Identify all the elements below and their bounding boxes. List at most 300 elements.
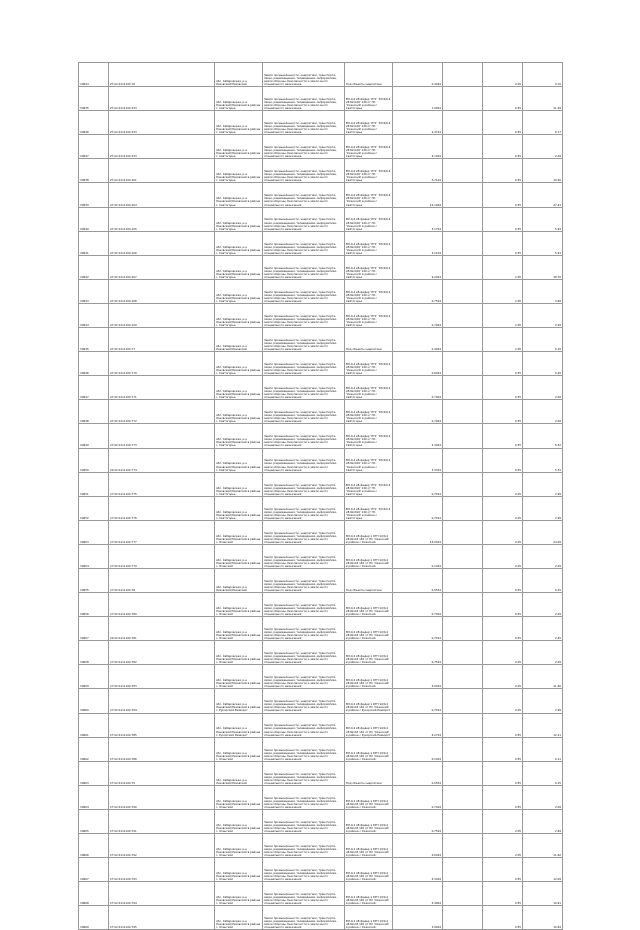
table-row [79,328,563,352]
total-cell: 0,11 [523,737,563,761]
location-cell: обл. Хабаровская, р-н Лазовский/Лазовский [215,568,263,592]
value-1-cell [443,665,483,689]
area-cell: 0,7024 [393,303,443,327]
permitted-use-cell: ВЛ-0,4 кВ фидер 'ЛТ1' 'КЭ 6/0,4 кВ №1416' 140 от ПС 'Оханский' в районе с Святогорье [345,159,393,183]
land-category-cell: Земли промышленности, энергетики, транспорта, связи, радиовещания, телевидения, информатики, земли обороны, безопасности и земли иного специального назначения [263,617,345,641]
area-cell: 0,7524 [393,279,443,303]
location-cell: обл. Хабаровская, р-н Лазовский/Лазовский в районе с. Рукорский Разворот [215,689,263,713]
table-row [79,87,563,111]
cadastral-number-cell: 27:02:0111104:791 [109,809,215,833]
row-id-cell: V0663 [79,761,109,785]
area-cell: 3,1104 [393,231,443,255]
table-row [79,111,563,135]
location-cell: обл. Хабаровская, р-н Лазовский/Лазовский в районе с. Оханский [215,809,263,833]
rate-cell: 0,55 [483,207,523,231]
area-cell: 0,7024 [393,400,443,424]
area-cell: 0,7524 [393,641,443,665]
land-category-cell: Земли промышленности, энергетики, транспорта, связи, радиовещания, телевидения, информатики, земли обороны, безопасности и земли иного специального назначения [263,159,345,183]
row-id-cell: V0649 [79,424,109,448]
permitted-use-cell: ВЛ-0,4 кВ фидер 1 КТП 10/0,4 кВ №143 140 от ПС 'Оханский' в районе с Рукорский Разворот [345,713,393,737]
cadastral-number-cell: 27:02:0111104:777 [109,520,215,544]
location-cell: обл. Хабаровская, р-н Лазовский/Лазовский в районе с. Святогорье [215,87,263,111]
rate-cell: 0,55 [483,568,523,592]
location-cell: обл. Хабаровская, р-н Лазовский/Лазовский в районе с. Святогорье [215,496,263,520]
table-row [79,689,563,713]
permitted-use-cell: ВЛ-0,4 кВ фидер 'ЛТ1' 'КЭ 6/0,4 кВ №1416' 140 от ПС 'Оханский' в районе с Святогорье [345,207,393,231]
area-cell: 2,3724 [393,111,443,135]
rate-cell: 2,05 [483,255,523,279]
rate-cell: 2,05 [483,472,523,496]
land-plots-table [78,62,563,930]
table-row [79,593,563,617]
location-cell: обл. Хабаровская, р-н Лазовский/Лазовский в районе с. Святогорье [215,279,263,303]
table-row [79,496,563,520]
total-cell: 2,09 [523,135,563,159]
row-id-cell: V0648 [79,400,109,424]
land-category-cell: Земли промышленности, энергетики, транспорта, связи, радиовещания, телевидения, информатики, земли обороны, безопасности и земли иного специального назначения [263,279,345,303]
location-cell: обл. Хабаровская, р-н Лазовский/Лазовский в районе с. Святогорье [215,352,263,376]
value-1-cell [443,641,483,665]
area-cell: 4,2724 [393,713,443,737]
row-id-cell: V0655 [79,568,109,592]
area-cell: 5,7104 [393,159,443,183]
land-category-cell: Земли промышленности, энергетики, транспорта, связи, радиовещания, телевидения, информатики, земли обороны, безопасности и земли иного специального назначения [263,303,345,327]
area-cell: 0,7024 [393,472,443,496]
area-cell: 3,3324 [393,448,443,472]
cadastral-number-cell: 27:02:0111104:779 [109,544,215,568]
land-category-cell: Земли промышленности, энергетики, транспорта, связи, радиовещания, телевидения, информатики, земли обороны, безопасности и земли иного специального назначения [263,858,345,882]
rate-cell: 0,55 [483,593,523,617]
value-1-cell [443,183,483,207]
location-cell: обл. Хабаровская, р-н Лазовский/Лазовский [215,328,263,352]
cadastral-number-cell: 27:02:0111104:333 [109,87,215,111]
table-row [79,568,563,592]
row-id-cell: V0669 [79,906,109,930]
cadastral-number-cell: 27:02:0111104:333 [109,135,215,159]
value-1-cell [443,520,483,544]
land-category-cell: Земли промышленности, энергетики, транспорта, связи, радиовещания, телевидения, информатики, земли обороны, безопасности и земли иного специального назначения [263,713,345,737]
row-id-cell: V0656 [79,593,109,617]
total-cell: 2,09 [523,593,563,617]
permitted-use-cell: Под объекты энергетики [345,568,393,592]
permitted-use-cell: ВЛ-0,4 кВ фидер 'ЛТ1' 'КЭ 6/0,4 кВ №1416' 140 от ПС 'Оханский' в районе с Святогорье [345,303,393,327]
row-id-cell: V0642 [79,255,109,279]
cadastral-number-cell: 27:02:0111104:772 [109,400,215,424]
table-row [79,665,563,689]
cadastral-number-cell: 27:02:0111104:783 [109,665,215,689]
row-id-cell: V0667 [79,858,109,882]
cadastral-number-cell: 27:02:0111104:78 [109,568,215,592]
permitted-use-cell: ВЛ-0,4 кВ фидер 'ЛТ1' 'КЭ 6/0,4 кВ №1416' 140 от ПС 'Оханский' в районе с Святогорье [345,87,393,111]
permitted-use-cell: ВЛ-0,4 кВ фидер 1 КТП 10/0,4 кВ №143 140 от ПС 'Оханский' в районе с Оханский [345,785,393,809]
row-id-cell: V0638 [79,159,109,183]
area-cell: 4,1004 [393,135,443,159]
row-id-cell: V0668 [79,882,109,906]
row-id-cell: V0659 [79,665,109,689]
total-cell: 5,31 [523,448,563,472]
location-cell: обл. Хабаровская, р-н Лазовский/Лазовский в районе с. Святогорье [215,472,263,496]
permitted-use-cell: ВЛ-0,4 кВ фидер 1 КТП 10/0,4 кВ №143 140 от ПС 'Оханский' в районе с Оханский [345,834,393,858]
total-cell: 0,15 [523,761,563,785]
land-category-cell: Земли промышленности, энергетики, транспорта, связи, радиовещания, телевидения, информатики, земли обороны, безопасности и земли иного специального назначения [263,135,345,159]
land-category-cell: Земли промышленности, энергетики, транспорта, связи, радиовещания, телевидения, информатики, земли обороны, безопасности и земли иного специального назначения [263,87,345,111]
value-1-cell [443,472,483,496]
rate-cell: 2,05 [483,834,523,858]
area-cell: 16,2024 [393,520,443,544]
row-id-cell: V0652 [79,496,109,520]
permitted-use-cell: ВЛ-0,4 кВ фидер 'ЛТ1' 'КЭ 6/0,4 кВ №1416' 140 от ПС 'Оханский' в районе с Святогорье [345,255,393,279]
land-category-cell: Земли промышленности, энергетики, транспорта, связи, радиовещания, телевидения, информатики, земли обороны, безопасности и земли иного специального назначения [263,496,345,520]
land-category-cell: Земли промышленности, энергетики, транспорта, связи, радиовещания, телевидения, информатики, земли обороны, безопасности и земли иного специального назначения [263,641,345,665]
land-category-cell: Земли промышленности, энергетики, транспорта, связи, радиовещания, телевидения, информатики, земли обороны, безопасности и земли иного специального назначения [263,207,345,231]
land-category-cell: Земли промышленности, энергетики, транспорта, связи, радиовещания, телевидения, информатики, земли обороны, безопасности и земли иного специального назначения [263,183,345,207]
total-cell: 2,09 [523,400,563,424]
permitted-use-cell: ВЛ-0,4 кВ фидер 1 КТП 10/0,4 кВ №143 140 от ПС 'Оханский' в районе с Оханский [345,593,393,617]
table-row [79,183,563,207]
total-cell: 6,77 [523,111,563,135]
area-cell: 15,1004 [393,183,443,207]
total-cell: 2,09 [523,785,563,809]
permitted-use-cell: ВЛ-0,4 кВ фидер 'ЛТ1' 'КЭ 6/0,4 кВ №1416' 140 от ПС 'Оханский' в районе с Святогорье [345,400,393,424]
table-row [79,809,563,833]
cadastral-number-cell: 27:02:0111104:109 [109,303,215,327]
row-id-cell: V0646 [79,352,109,376]
rate-cell: 2,05 [483,641,523,665]
total-cell: 36,70 [523,255,563,279]
area-cell: 0,7404 [393,376,443,400]
rate-cell: 2,05 [483,303,523,327]
total-cell: 12,11 [523,713,563,737]
rate-cell: 0,55 [483,761,523,785]
land-category-cell: Земли промышленности, энергетики, транспорта, связи, радиовещания, телевидения, информатики, земли обороны, безопасности и земли иного специального назначения [263,520,345,544]
table-row [79,520,563,544]
value-1-cell [443,352,483,376]
permitted-use-cell: ВЛ-0,4 кВ фидер 1 КТП 10/0,4 кВ №143 140 от ПС 'Оханский' в районе с Оханский [345,617,393,641]
location-cell: обл. Хабаровская, р-н Лазовский/Лазовский в районе с. Святогорье [215,183,263,207]
location-cell: обл. Хабаровская, р-н Лазовский/Лазовский в районе с. Святогорье [215,111,263,135]
area-cell: 0,0554 [393,568,443,592]
value-1-cell [443,448,483,472]
table-row [79,159,563,183]
location-cell: обл. Хабаровская, р-н Лазовский/Лазовский в районе с. Святогорье [215,135,263,159]
table-row [79,279,563,303]
land-category-cell: Земли промышленности, энергетики, транспорта, связи, радиовещания, телевидения, информатики, земли обороны, безопасности и земли иного специального назначения [263,376,345,400]
land-category-cell: Земли промышленности, энергетики, транспорта, связи, радиовещания, телевидения, информатики, земли обороны, безопасности и земли иного специального назначения [263,593,345,617]
location-cell: обл. Хабаровская, р-н Лазовский/Лазовский в районе с. Оханский [215,593,263,617]
land-category-cell: Земли промышленности, энергетики, транспорта, связи, радиовещания, телевидения, информатики, земли обороны, безопасности и земли иного специального назначения [263,882,345,906]
table-body [79,63,563,930]
table-row [79,448,563,472]
row-id-cell: V0666 [79,834,109,858]
table-row [79,63,563,87]
rate-cell: 0,55 [483,159,523,183]
land-category-cell: Земли промышленности, энергетики, транспорта, связи, радиовещания, телевидения, информатики, земли обороны, безопасности и земли иного специального назначения [263,424,345,448]
area-cell: 9,2024 [393,255,443,279]
location-cell: обл. Хабаровская, р-н Лазовский/Лазовский в районе с. Оханский [215,882,263,906]
table-row [79,858,563,882]
permitted-use-cell: ВЛ-0,4 кВ фидер 'ЛТ1' 'КЭ 6/0,4 кВ №1416' 140 от ПС 'Оханский' в районе с Святогорье [345,135,393,159]
area-cell: 4,0024 [393,834,443,858]
location-cell: обл. Хабаровская, р-н Лазовский/Лазовский в районе с. Оханский [215,785,263,809]
rate-cell: 0,55 [483,448,523,472]
land-category-cell: Земли промышленности, энергетики, транспорта, связи, радиовещания, телевидения, информатики, земли обороны, безопасности и земли иного специального назначения [263,63,345,87]
row-id-cell: V0653 [79,520,109,544]
value-1-cell [443,617,483,641]
cadastral-number-cell: 27:02:0111104:795 [109,906,215,930]
area-cell: 0,4024 [393,63,443,87]
table-row [79,400,563,424]
value-1-cell [443,255,483,279]
value-1-cell [443,376,483,400]
permitted-use-cell: ВЛ-0,4 кВ фидер 1 КТП 10/0,4 кВ №143 140 от ПС 'Оханский' в районе с Оханский [345,641,393,665]
value-1-cell [443,424,483,448]
row-id-cell: V0639 [79,183,109,207]
row-id-cell: V0661 [79,713,109,737]
area-cell: 0,0554 [393,761,443,785]
row-id-cell: V0654 [79,544,109,568]
permitted-use-cell: ВЛ-0,4 кВ фидер 1 КТП 10/0,4 кВ №143 140 от ПС 'Оханский' в районе с Оханский [345,737,393,761]
cadastral-number-cell: 27:02:0111104:333 [109,111,215,135]
land-category-cell: Земли промышленности, энергетики, транспорта, связи, радиовещания, телевидения, информатики, земли обороны, безопасности и земли иного специального назначения [263,255,345,279]
row-id-cell: V0644 [79,303,109,327]
location-cell: обл. Хабаровская, р-н Лазовский/Лазовский в районе с. Святогорье [215,424,263,448]
land-category-cell: Земли промышленности, энергетики, транспорта, связи, радиовещания, телевидения, информатики, земли обороны, безопасности и земли иного специального назначения [263,472,345,496]
permitted-use-cell: ВЛ-0,4 кВ фидер 1 КТП 10/0,4 кВ №143 140 от ПС 'Оханский' в районе с Оханский [345,906,393,930]
table-row [79,231,563,255]
document-page [78,62,562,930]
permitted-use-cell: ВЛ-0,4 кВ фидер 'ЛТ1' 'КЭ 6/0,4 кВ №1416' 140 от ПС 'Оханский' в районе с Святогорье [345,376,393,400]
location-cell: обл. Хабаровская, р-н Лазовский/Лазовский в районе с. Святогорье [215,207,263,231]
cadastral-number-cell: 27:02:0111104:770 [109,352,215,376]
cadastral-number-cell: 27:02:0111104:775 [109,472,215,496]
total-cell: 11,40 [523,665,563,689]
table-row [79,376,563,400]
permitted-use-cell: ВЛ-0,4 кВ фидер 'ЛТ1' 'КЭ 6/0,4 кВ №1416' 140 от ПС 'Оханский' в районе с Святогорье [345,279,393,303]
table-row [79,641,563,665]
permitted-use-cell: ВЛ-0,4 кВ фидер 'ЛТ1' 'КЭ 6/0,4 кВ №1416' 140 от ПС 'Оханский' в районе с Святогорье [345,111,393,135]
location-cell: обл. Хабаровская, р-н Лазовский/Лазовский в районе с. Святогорье [215,255,263,279]
area-cell: 3,1704 [393,207,443,231]
value-1-cell [443,135,483,159]
rate-cell: 2,05 [483,809,523,833]
total-cell: 10,64 [523,906,563,930]
cadastral-number-cell: 27:02:0111104:104 [109,183,215,207]
permitted-use-cell: ВЛ-0,4 кВ фидер 1 КТП 10/0,4 кВ №143 140 от ПС 'Оханский' в районе с Оханский [345,809,393,833]
rate-cell: 0,55 [483,713,523,737]
land-category-cell: Земли промышленности, энергетики, транспорта, связи, радиовещания, телевидения, информатики, земли обороны, безопасности и земли иного специального назначения [263,544,345,568]
cadastral-number-cell: 27:02:0111104:77 [109,328,215,352]
table-row [79,303,563,327]
location-cell: обл. Хабаровская, р-н Лазовский/Лазовский в районе с. Святогорье [215,159,263,183]
rate-cell: 0,55 [483,617,523,641]
rate-cell: 0,55 [483,87,523,111]
area-cell: 0,7404 [393,593,443,617]
value-1-cell [443,568,483,592]
rate-cell: 2,05 [483,328,523,352]
row-id-cell: V0658 [79,641,109,665]
row-id-cell: V0645 [79,328,109,352]
location-cell: обл. Хабаровская, р-н Лазовский/Лазовский в районе с. Святогорье [215,400,263,424]
location-cell: обл. Хабаровская, р-н Лазовский/Лазовский в районе с. Рукорский Разворот [215,713,263,737]
area-cell: 0,1024 [393,544,443,568]
cadastral-number-cell: 27:02:0111104:70 [109,63,215,87]
value-1-cell [443,858,483,882]
location-cell: обл. Хабаровская, р-н Лазовский/Лазовский в районе с. Оханский [215,906,263,930]
location-cell: обл. Хабаровская, р-н Лазовский/Лазовский в районе с. Оханский [215,858,263,882]
row-id-cell: V0641 [79,231,109,255]
table-row [79,906,563,930]
cadastral-number-cell: 27:02:0111104:782 [109,641,215,665]
rate-cell: 2,05 [483,279,523,303]
row-id-cell: V0640 [79,207,109,231]
row-id-cell: V0651 [79,472,109,496]
total-cell: 5,91 [523,231,563,255]
land-category-cell: Земли промышленности, энергетики, транспорта, связи, радиовещания, телевидения, информатики, земли обороны, безопасности и земли иного специального назначения [263,352,345,376]
land-category-cell: Земли промышленности, энергетики, транспорта, связи, радиовещания, телевидения, информатики, земли обороны, безопасности и земли иного специального назначения [263,400,345,424]
permitted-use-cell: ВЛ-0,4 кВ фидер 1 КТП 10/0,4 кВ №143 140 от ПС 'Оханский' в районе с Оханский [345,520,393,544]
rate-cell: 0,55 [483,111,523,135]
permitted-use-cell: ВЛ-0,4 кВ фидер 1 КТП 10/0,4 кВ №143 140 от ПС 'Оханский' в районе с Оханский [345,882,393,906]
total-cell: 11,62 [523,834,563,858]
location-cell: обл. Хабаровская, р-н Лазовский/Лазовский в районе с. Оханский [215,617,263,641]
rate-cell: 0,55 [483,231,523,255]
value-1-cell [443,906,483,930]
value-1-cell [443,737,483,761]
land-category-cell: Земли промышленности, энергетики, транспорта, связи, радиовещания, телевидения, информатики, земли обороны, безопасности и земли иного специального назначения [263,809,345,833]
value-1-cell [443,279,483,303]
area-cell: 2,3424 [393,424,443,448]
area-cell: 0,7024 [393,496,443,520]
total-cell: 10,91 [523,882,563,906]
value-1-cell [443,87,483,111]
value-1-cell [443,159,483,183]
value-1-cell [443,713,483,737]
location-cell: обл. Хабаровская, р-н Лазовский/Лазовский [215,761,263,785]
rate-cell: 0,55 [483,785,523,809]
permitted-use-cell: ВЛ-0,4 кВ фидер 1 КТП 10/0,4 кВ №143 140 от ПС 'Оханский' в районе с Оханский [345,858,393,882]
rate-cell: 0,55 [483,352,523,376]
cadastral-number-cell: 27:02:0111104:79 [109,761,215,785]
value-1-cell [443,63,483,87]
cadastral-number-cell: 27:02:0111104:105 [109,207,215,231]
rate-cell: 2,05 [483,63,523,87]
cadastral-number-cell: 27:02:0111104:108 [109,279,215,303]
table-row [79,472,563,496]
row-id-cell: V0637 [79,135,109,159]
permitted-use-cell: ВЛ-0,4 кВ фидер 'ЛТ1' 'КЭ 6/0,4 кВ №1416' 140 от ПС 'Оханский' в районе с Святогорье [345,352,393,376]
rate-cell: 0,55 [483,183,523,207]
value-1-cell [443,593,483,617]
location-cell: обл. Хабаровская, р-н Лазовский/Лазовский в районе с. Святогорье [215,448,263,472]
row-id-cell: V0660 [79,689,109,713]
land-category-cell: Земли промышленности, энергетики, транспорта, связи, радиовещания, телевидения, информатики, земли обороны, безопасности и земли иного специального назначения [263,111,345,135]
permitted-use-cell: ВЛ-0,4 кВ фидер 'ЛТ1' 'КЭ 6/0,4 кВ №1416' 140 от ПС 'Оханский' в районе с Святогорье [345,472,393,496]
cadastral-number-cell: 27:02:0111104:780 [109,593,215,617]
land-category-cell: Земли промышленности, энергетики, транспорта, связи, радиовещания, телевидения, информатики, земли обороны, безопасности и земли иного специального назначения [263,834,345,858]
table-row [79,834,563,858]
permitted-use-cell: ВЛ-0,4 кВ фидер 1 КТП 10/0,4 кВ №143 140 от ПС 'Оханский' в районе с Оханский [345,544,393,568]
location-cell: обл. Хабаровская, р-н Лазовский/Лазовский в районе с. Святогорье [215,231,263,255]
permitted-use-cell: ВЛ-0,4 кВ фидер 1 КТП 10/0,4 кВ №143 140 от ПС 'Оханский' в районе с Оханский [345,665,393,689]
cadastral-number-cell: 22:02:0111104:774 [109,448,215,472]
cadastral-number-cell: 27:02:0111104:794 [109,882,215,906]
table-row [79,737,563,761]
rate-cell: 2,05 [483,544,523,568]
value-1-cell [443,400,483,424]
rate-cell: 0,55 [483,858,523,882]
cadastral-number-cell: 27:02:0111104:106 [109,231,215,255]
area-cell: 0,4024 [393,328,443,352]
location-cell: обл. Хабаровская, р-н Лазовский/Лазовский [215,63,263,87]
location-cell: обл. Хабаровская, р-н Лазовский/Лазовский в районе с. Оханский [215,520,263,544]
value-1-cell [443,761,483,785]
total-cell: 0,15 [523,568,563,592]
table-row [79,207,563,231]
value-1-cell [443,689,483,713]
total-cell: 3,69 [523,279,563,303]
total-cell: 0,25 [523,352,563,376]
row-id-cell: V0635 [79,87,109,111]
area-cell: 0,7024 [393,617,443,641]
row-id-cell: V0647 [79,376,109,400]
table-row [79,544,563,568]
area-cell: 0,7404 [393,785,443,809]
cadastral-number-cell: 27:02:0111104:793 [109,858,215,882]
row-id-cell: V0650 [79,448,109,472]
total-cell: 0,15 [523,328,563,352]
area-cell: 4,3404 [393,858,443,882]
land-category-cell: Земли промышленности, энергетики, транспорта, связи, радиовещания, телевидения, информатики, земли обороны, безопасности и земли иного специального назначения [263,689,345,713]
table-row [79,785,563,809]
rate-cell: 0,55 [483,882,523,906]
rate-cell: 2,05 [483,520,523,544]
rate-cell: 0,55 [483,400,523,424]
area-cell: 5,4904 [393,882,443,906]
permitted-use-cell: ВЛ-0,4 кВ фидер 1 КТП 10/0,4 кВ №143 140 от ПС 'Оханский' в районе с Рукорский Разворот [345,689,393,713]
total-cell: 2,09 [523,641,563,665]
rate-cell: 0,55 [483,906,523,930]
total-cell: 2,09 [523,376,563,400]
permitted-use-cell: Под объекты энергетики [345,63,393,87]
cadastral-number-cell: 27:02:0111104:107 [109,255,215,279]
location-cell: обл. Хабаровская, р-н Лазовский/Лазовский в районе с. Оханский [215,834,263,858]
cadastral-number-cell: 27:02:0111104:776 [109,496,215,520]
total-cell: 5,94 [523,207,563,231]
value-1-cell [443,496,483,520]
total-cell: 12,09 [523,858,563,882]
rate-cell: 0,55 [483,135,523,159]
row-id-cell: V0662 [79,737,109,761]
land-category-cell: Земли промышленности, энергетики, транспорта, связи, радиовещания, телевидения, информатики, земли обороны, безопасности и земли иного специального назначения [263,737,345,761]
row-id-cell: V0665 [79,809,109,833]
table-row [79,352,563,376]
total-cell: 2,99 [523,496,563,520]
value-1-cell [443,231,483,255]
total-cell: 27,91 [523,183,563,207]
cadastral-number-cell: 27:02:0111104:773 [109,424,215,448]
rate-cell: 2,05 [483,689,523,713]
area-cell: 0,6024 [393,352,443,376]
land-category-cell: Земли промышленности, энергетики, транспорта, связи, радиовещания, телевидения, информатики, земли обороны, безопасности и земли иного специального назначения [263,906,345,930]
location-cell: обл. Хабаровская, р-н Лазовский/Лазовский в районе с. Оханский [215,641,263,665]
permitted-use-cell: Под объекты энергетики [345,761,393,785]
total-cell: 5,52 [523,424,563,448]
land-category-cell: Земли промышленности, энергетики, транспорта, связи, радиовещания, телевидения, информатики, земли обороны, безопасности и земли иного специального назначения [263,665,345,689]
total-cell: 2,99 [523,303,563,327]
table-row [79,424,563,448]
land-category-cell: Земли промышленности, энергетики, транспорта, связи, радиовещания, телевидения, информатики, земли обороны, безопасности и земли иного специального назначения [263,328,345,352]
land-category-cell: Земли промышленности, энергетики, транспорта, связи, радиовещания, телевидения, информатики, земли обороны, безопасности и земли иного специального назначения [263,568,345,592]
